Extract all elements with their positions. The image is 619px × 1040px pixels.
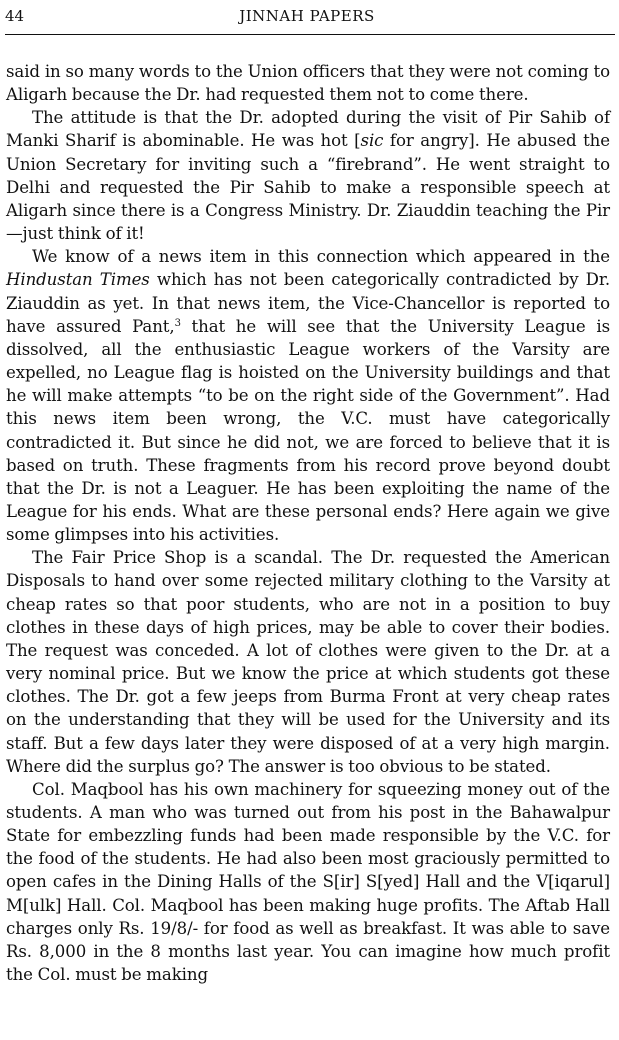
paragraph [6, 778, 610, 986]
paragraph [6, 106, 610, 245]
body-text [6, 60, 610, 986]
header-rule [5, 34, 615, 35]
page-header [5, 4, 609, 30]
paragraph [6, 245, 610, 546]
text-run: said in so many words to the Union officers that they were not coming to Aligarh because the Dr. had requested them not to come there. [6, 62, 610, 105]
page-number: 44 [5, 7, 25, 25]
footnote-marker: 3 [174, 317, 181, 329]
text-run: The Fair Price Shop is a scandal. The Dr. requested the American Disposals to hand over some rejected military clothing to the Varsity at cheap rates so that poor students, who are not in a position to buy clothes in these days of high prices, may be able to cover their bodies. The request was conceded. A lot of clothes were given to the Dr. at a very nominal price. But we know the price at which students got these clothes. The Dr. got a few jeeps from Burma Front at very cheap rates on the understanding that they will be used for the University and its staff. But a few days later they were disposed of at a very high margin. Where did the surplus go? The answer is too obvious to be stated. [6, 548, 610, 776]
text-run: We know of a news item in this connection which appeared in the [32, 247, 610, 267]
paragraph [6, 546, 610, 778]
text-run: which has not been categorically contradicted by Dr. Ziauddin as yet. In that news item, the Vice-Chancellor is reported to have assured Pant, [6, 270, 611, 336]
italic-text: Hindustan Times [6, 270, 150, 290]
paragraph [6, 60, 610, 106]
italic-text: sic [360, 131, 384, 151]
text-run: for angry]. He abused the Union Secretary for inviting such a “firebrand”. He went straight to Delhi and requested the Pir Sahib to make a responsible speech at Aligarh since there is a Congress Ministry. Dr. Ziauddin teaching the Pir—just think of it! [6, 131, 610, 244]
text-run: The attitude is that the Dr. adopted during the visit of Pir Sahib of Manki Sharif is abominable. He was hot [ [6, 108, 610, 151]
text-run: that he will see that the University League is dissolved, all the enthusiastic League workers of the Varsity are expelled, no League flag is hoisted on the University buildings and that he will make attempts “to be on the right side of the Government”. Had this news item been wrong, the V.C. must have categorically contradicted it. But since he did not, we are forced to believe that it is based on truth. These fragments from his record prove beyond doubt that the Dr. is not a Leaguer. He has been exploiting the name of the League for his ends. What are these personal ends? Here again we give some glimpses into his activities. [6, 316, 610, 545]
text-run: Col. Maqbool has his own machinery for squeezing money out of the students. A man who was turned out from his post in the Bahawalpur State for embezzling funds had been made responsible by the V.C. for the food of the students. He had also been most graciously permitted to open cafes in the Dining Halls of the S[ir] S[yed] Hall and the V[iqarul] M[ulk] Hall. Col. Maqbool has been making huge profits. The Aftab Hall charges only Rs. 19/8/- for food as well as breakfast. It was able to save Rs. 8,000 in the 8 months last year. You can imagine how much profit the Col. must be making [6, 779, 610, 985]
running-title: JINNAH PAPERS [239, 7, 375, 25]
